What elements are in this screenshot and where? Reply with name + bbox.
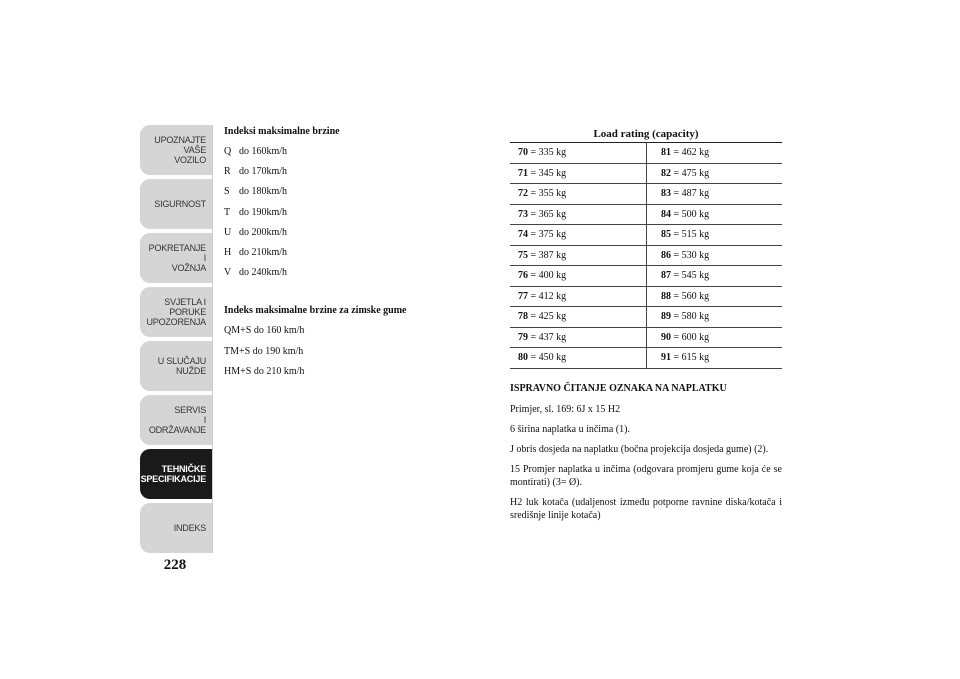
speed-value: do 170km/h [239,166,288,178]
load-value: = 425 kg [530,311,567,323]
tab-u-slucaju-nuzde[interactable]: U SLUČAJU NUŽDE [140,341,212,391]
load-table-title: Load rating (capacity) [593,128,699,140]
load-index: 81 [661,147,671,159]
tab-indeks[interactable]: INDEKS [140,503,212,553]
load-cell-left [510,204,647,225]
load-cell-right [647,286,783,307]
load-cell-left [510,307,647,328]
rim-paragraph: J obris dosjeda na naplatku (bočna projekcija dosjeda gume) (2). [510,444,769,455]
load-value: = 515 kg [673,229,710,241]
load-index: 82 [661,167,671,179]
speed-code: T [224,206,231,218]
winter-speed-row: HM+S do 210 km/h [224,365,305,377]
load-cell-right [647,163,783,184]
rim-paragraph: 6 širina naplatka u inčima (1). [510,424,630,435]
load-index: 78 [518,311,528,323]
speed-code: S [224,186,230,198]
load-index: 86 [661,249,671,261]
winter-speed-row: QM+S do 160 km/h [224,325,305,337]
load-cell-left [510,245,647,266]
speed-index-row [224,227,484,247]
load-value: = 345 kg [530,167,567,179]
load-rating-table [510,142,782,369]
load-value: = 580 kg [673,311,710,323]
load-index: 71 [518,167,528,179]
load-value: = 475 kg [673,167,710,179]
load-index: 76 [518,270,528,282]
load-cell-left [510,163,647,184]
tab-svjetla-i-poruke[interactable]: SVJETLA I PORUKE UPOZORENJA [140,287,212,337]
load-cell-right [647,225,783,246]
load-index: 88 [661,290,671,302]
load-index: 80 [518,352,528,364]
tab-pokretanje-i-voznja[interactable]: POKRETANJE I VOŽNJA [140,233,212,283]
speed-code: H [224,246,232,258]
load-cell-right [647,327,783,348]
table-row [510,327,782,348]
load-value: = 545 kg [673,270,710,282]
load-index: 72 [518,188,528,200]
table-row [510,348,782,369]
table-row [510,266,782,287]
load-value: = 462 kg [673,147,710,159]
load-value: = 335 kg [530,147,567,159]
speed-code: Q [224,146,232,157]
speed-code: U [224,226,232,238]
load-value: = 450 kg [530,352,567,364]
load-value: = 530 kg [673,249,710,261]
load-value: = 560 kg [673,290,710,302]
speed-value: do 240km/h [239,267,288,279]
load-value: = 355 kg [530,188,567,200]
table-row [510,245,782,266]
load-index: 91 [661,352,671,364]
load-index: 73 [518,208,528,220]
load-index: 74 [518,229,528,241]
load-cell-right [647,307,783,328]
load-cell-right [647,245,783,266]
speed-value: do 180km/h [239,186,288,198]
load-cell-right [647,143,783,164]
sidebar-divider [212,125,213,553]
load-value: = 615 kg [673,352,710,364]
speed-index-row [224,247,484,267]
load-cell-left [510,225,647,246]
load-cell-right [647,348,783,369]
speed-index-row [224,186,484,206]
speed-index-list [224,146,484,287]
speed-index-section [224,126,484,386]
load-cell-right [647,266,783,287]
table-row [510,225,782,246]
load-cell-right [647,204,783,225]
speed-index-heading: Indeksi maksimalne brzine [224,126,340,137]
load-index: 85 [661,229,671,241]
speed-code: R [224,166,231,178]
tab-servis-i-odrzavanje[interactable]: SERVIS I ODRŽAVANJE [140,395,212,445]
load-value: = 600 kg [673,331,710,343]
load-value: = 400 kg [530,270,567,282]
load-cell-left [510,266,647,287]
page-number: 228 [163,557,187,573]
speed-value: do 200km/h [239,226,288,238]
load-cell-left [510,143,647,164]
rim-paragraph: Primjer, sl. 169: 6J x 15 H2 [510,404,621,415]
speed-value: do 210km/h [239,246,288,258]
load-index: 87 [661,270,671,282]
load-cell-left [510,348,647,369]
rim-paragraph: 15 Promjer naplatka u inčima (odgovara promjeru gume koja će se montirati) (3= Ø). [510,464,782,488]
load-value: = 365 kg [530,208,567,220]
rim-marking-section [510,382,782,529]
load-value: = 387 kg [530,249,567,261]
load-cell-left [510,327,647,348]
table-row [510,163,782,184]
load-value: = 412 kg [530,290,567,302]
table-row [510,286,782,307]
speed-value: do 190km/h [239,206,288,218]
speed-value: do 160km/h [239,146,288,157]
section-sidebar [140,125,212,557]
load-index: 89 [661,311,671,323]
table-row [510,307,782,328]
load-cell-left [510,286,647,307]
load-value: = 375 kg [530,229,567,241]
table-row [510,204,782,225]
load-value: = 500 kg [673,208,710,220]
winter-speed-heading: Indeks maksimalne brzine za zimske gume [224,305,407,317]
tab-sigurnost[interactable]: SIGURNOST [140,179,212,229]
load-cell-left [510,184,647,205]
load-value: = 487 kg [673,188,710,200]
load-value: = 437 kg [530,331,567,343]
load-index: 79 [518,331,528,343]
load-index: 84 [661,208,671,220]
table-row [510,143,782,164]
load-cell-right [647,184,783,205]
load-index: 70 [518,147,528,159]
speed-index-row [224,207,484,227]
speed-code: V [224,267,232,279]
winter-speed-list [224,325,484,386]
winter-speed-row: TM+S do 190 km/h [224,345,304,357]
speed-index-row [224,166,484,186]
rim-marking-heading: ISPRAVNO ČITANJE OZNAKA NA NAPLATKU [510,383,727,394]
tab-upoznajte-vase-vozilo[interactable]: UPOZNAJTE VAŠE VOZILO [140,125,212,175]
load-index: 77 [518,290,528,302]
table-row [510,184,782,205]
load-index: 90 [661,331,671,343]
tab-tehnicke-specifikacije[interactable]: TEHNIČKE SPECIFIKACIJE [140,449,212,499]
load-index: 83 [661,188,671,200]
speed-index-row [224,146,484,166]
load-index: 75 [518,249,528,261]
speed-index-row [224,267,484,287]
rim-paragraph: H2 luk kotača (udaljenost između potporne ravnine diska/kotača i središnje linije kotača) [510,497,782,521]
